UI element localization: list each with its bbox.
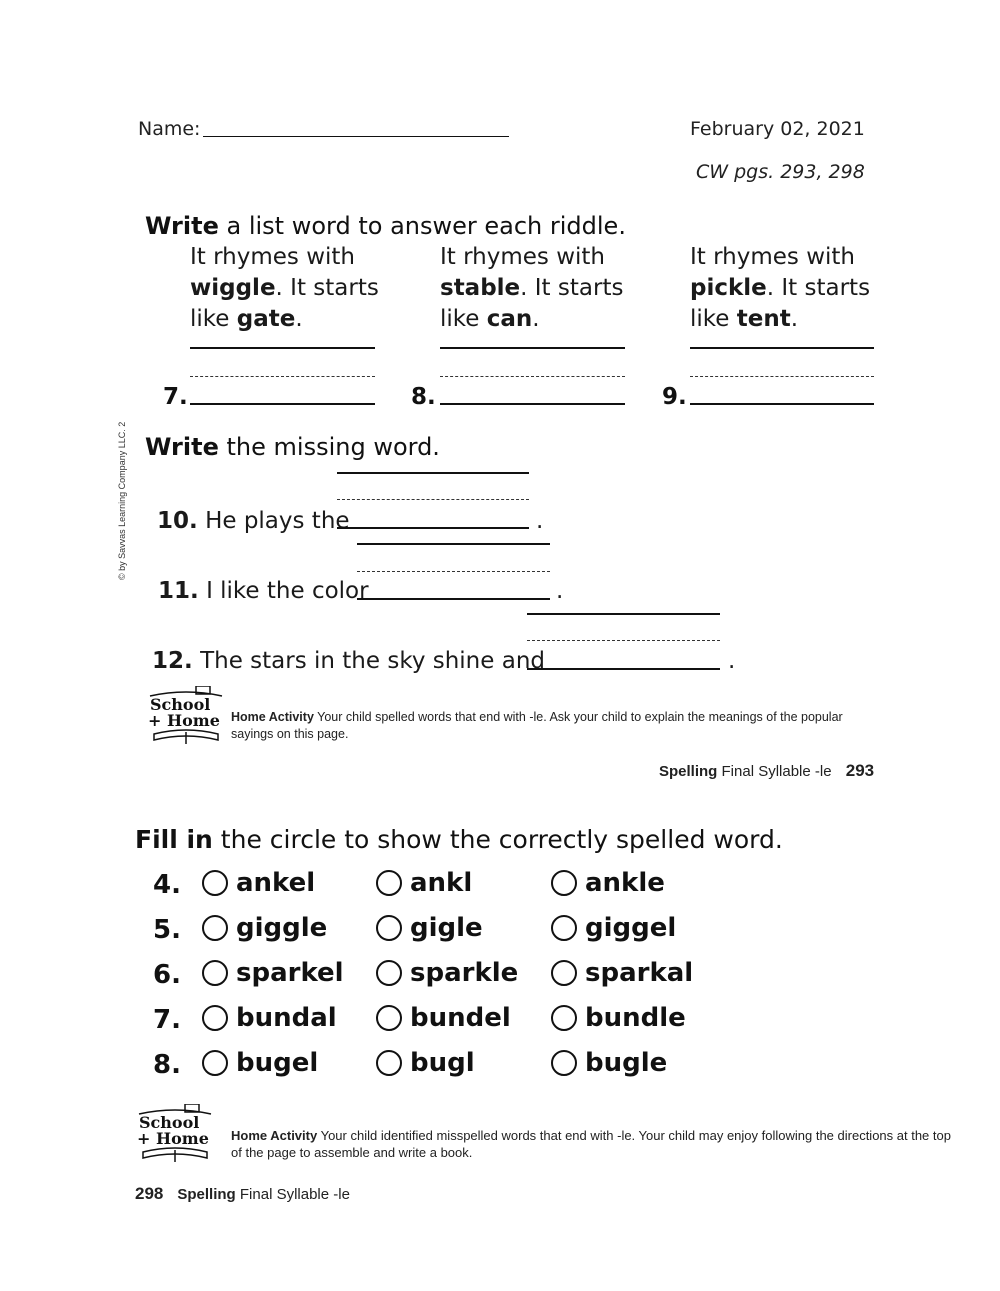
radio-circle-icon[interactable] xyxy=(551,1005,577,1031)
radio-circle-icon[interactable] xyxy=(202,870,228,896)
riddle-7-midline xyxy=(190,376,375,377)
radio-circle-icon[interactable] xyxy=(551,960,577,986)
radio-circle-icon[interactable] xyxy=(376,870,402,896)
radio-circle-icon[interactable] xyxy=(551,1050,577,1076)
school-home-logo xyxy=(146,686,226,744)
option-label: bundal xyxy=(236,1003,337,1033)
radio-circle-icon[interactable] xyxy=(376,915,402,941)
option-8a[interactable] xyxy=(202,1048,318,1078)
question-number: 8. xyxy=(153,1050,181,1080)
radio-circle-icon[interactable] xyxy=(202,1005,228,1031)
logo-school-text: School xyxy=(139,1113,200,1132)
name-field[interactable] xyxy=(203,136,509,137)
radio-circle-icon[interactable] xyxy=(376,960,402,986)
logo-school-text: School xyxy=(150,695,211,714)
option-6b[interactable] xyxy=(376,958,518,988)
option-5a[interactable] xyxy=(202,913,327,943)
sentence-12-top-line xyxy=(527,613,720,615)
option-4b[interactable] xyxy=(376,868,472,898)
radio-circle-icon[interactable] xyxy=(551,915,577,941)
radio-circle-icon[interactable] xyxy=(202,1050,228,1076)
riddle-heading: Write a list word to answer each riddle. xyxy=(145,212,626,240)
question-number: 5. xyxy=(153,915,181,945)
riddle-9-top-line xyxy=(690,347,874,349)
option-7a[interactable] xyxy=(202,1003,337,1033)
sentence-10-top-line xyxy=(337,472,529,474)
option-label: sparkel xyxy=(236,958,344,988)
option-label: bundel xyxy=(410,1003,511,1033)
sentence-12-period: . xyxy=(728,648,736,674)
name-label: Name: xyxy=(138,118,201,140)
option-5b[interactable] xyxy=(376,913,483,943)
multiple-choice-list xyxy=(0,866,1000,1096)
logo-home-text: + Home xyxy=(148,711,220,730)
option-label: ankel xyxy=(236,868,316,898)
sentence-10-period: . xyxy=(536,508,544,534)
option-label: sparkle xyxy=(410,958,519,988)
sentence-11-answer-line[interactable] xyxy=(357,598,550,600)
riddle-7: It rhymes with wiggle. It starts like gate. xyxy=(190,244,379,332)
footer-293: Spelling Final Syllable -le 293 xyxy=(659,761,875,780)
riddle-8-number: 8. xyxy=(411,384,436,410)
option-5c[interactable] xyxy=(551,913,676,943)
radio-circle-icon[interactable] xyxy=(551,870,577,896)
option-8c[interactable] xyxy=(551,1048,667,1078)
option-label: bugle xyxy=(585,1048,668,1078)
radio-circle-icon[interactable] xyxy=(202,915,228,941)
option-4a[interactable] xyxy=(202,868,315,898)
school-home-logo-2 xyxy=(135,1104,215,1162)
missing-word-heading: Write the missing word. xyxy=(145,433,440,461)
option-label: sparkal xyxy=(585,958,694,988)
option-label: bugel xyxy=(236,1048,319,1078)
option-label: gigle xyxy=(410,913,483,943)
option-label: giggle xyxy=(236,913,328,943)
option-label: ankl xyxy=(410,868,473,898)
riddle-7-answer-line[interactable] xyxy=(190,403,375,405)
copyright-text: © by Savvas Learning Company LLC. 2 xyxy=(117,421,127,580)
radio-circle-icon[interactable] xyxy=(376,1005,402,1031)
question-number: 7. xyxy=(153,1005,181,1035)
logo-home-text: + Home xyxy=(137,1129,209,1148)
sentence-11-midline xyxy=(357,571,550,572)
question-number: 4. xyxy=(153,870,181,900)
riddle-8-top-line xyxy=(440,347,625,349)
pages-text: CW pgs. 293, 298 xyxy=(696,161,865,183)
sentence-11-period: . xyxy=(556,578,564,604)
sentence-11-top-line xyxy=(357,543,550,545)
home-activity-298: Home Activity Your child identified misspelled words that end with -le. Your child may enjoy following the directions at the top of the page to assemble and write a book. xyxy=(231,1128,951,1160)
option-label: ankle xyxy=(585,868,665,898)
riddle-9-midline xyxy=(690,376,874,377)
riddle-9-answer-line[interactable] xyxy=(690,403,874,405)
option-6c[interactable] xyxy=(551,958,693,988)
sentence-10: 10. He plays the xyxy=(157,508,350,534)
sentence-12-answer-line[interactable] xyxy=(527,668,720,670)
riddle-8-midline xyxy=(440,376,625,377)
riddle-9-number: 9. xyxy=(662,384,687,410)
option-8b[interactable] xyxy=(376,1048,475,1078)
footer-298: 298 Spelling Final Syllable -le xyxy=(135,1184,350,1203)
option-label: bugl xyxy=(410,1048,475,1078)
option-4c[interactable] xyxy=(551,868,665,898)
option-7b[interactable] xyxy=(376,1003,511,1033)
riddle-8-answer-line[interactable] xyxy=(440,403,625,405)
riddle-7-top-line xyxy=(190,347,375,349)
sentence-11: 11. I like the color xyxy=(158,578,369,604)
riddle-7-number: 7. xyxy=(163,384,188,410)
sentence-10-answer-line[interactable] xyxy=(337,527,529,529)
sentence-12-midline xyxy=(527,640,720,641)
fill-in-heading: Fill in the circle to show the correctly spelled word. xyxy=(135,825,783,854)
riddle-8: It rhymes with stable. It starts like can. xyxy=(440,244,624,332)
radio-circle-icon[interactable] xyxy=(202,960,228,986)
home-activity-293: Home Activity Your child spelled words that end with -le. Ask your child to explain the meanings of the popular sayings on this page. xyxy=(231,710,843,741)
option-6a[interactable] xyxy=(202,958,344,988)
option-label: bundle xyxy=(585,1003,686,1033)
sentence-10-midline xyxy=(337,499,529,500)
radio-circle-icon[interactable] xyxy=(376,1050,402,1076)
riddle-9: It rhymes with pickle. It starts like tent. xyxy=(690,244,871,332)
question-number: 6. xyxy=(153,960,181,990)
option-label: giggel xyxy=(585,913,677,943)
date-text: February 02, 2021 xyxy=(690,118,865,140)
option-7c[interactable] xyxy=(551,1003,686,1033)
sentence-12: 12. The stars in the sky shine and xyxy=(152,648,545,674)
